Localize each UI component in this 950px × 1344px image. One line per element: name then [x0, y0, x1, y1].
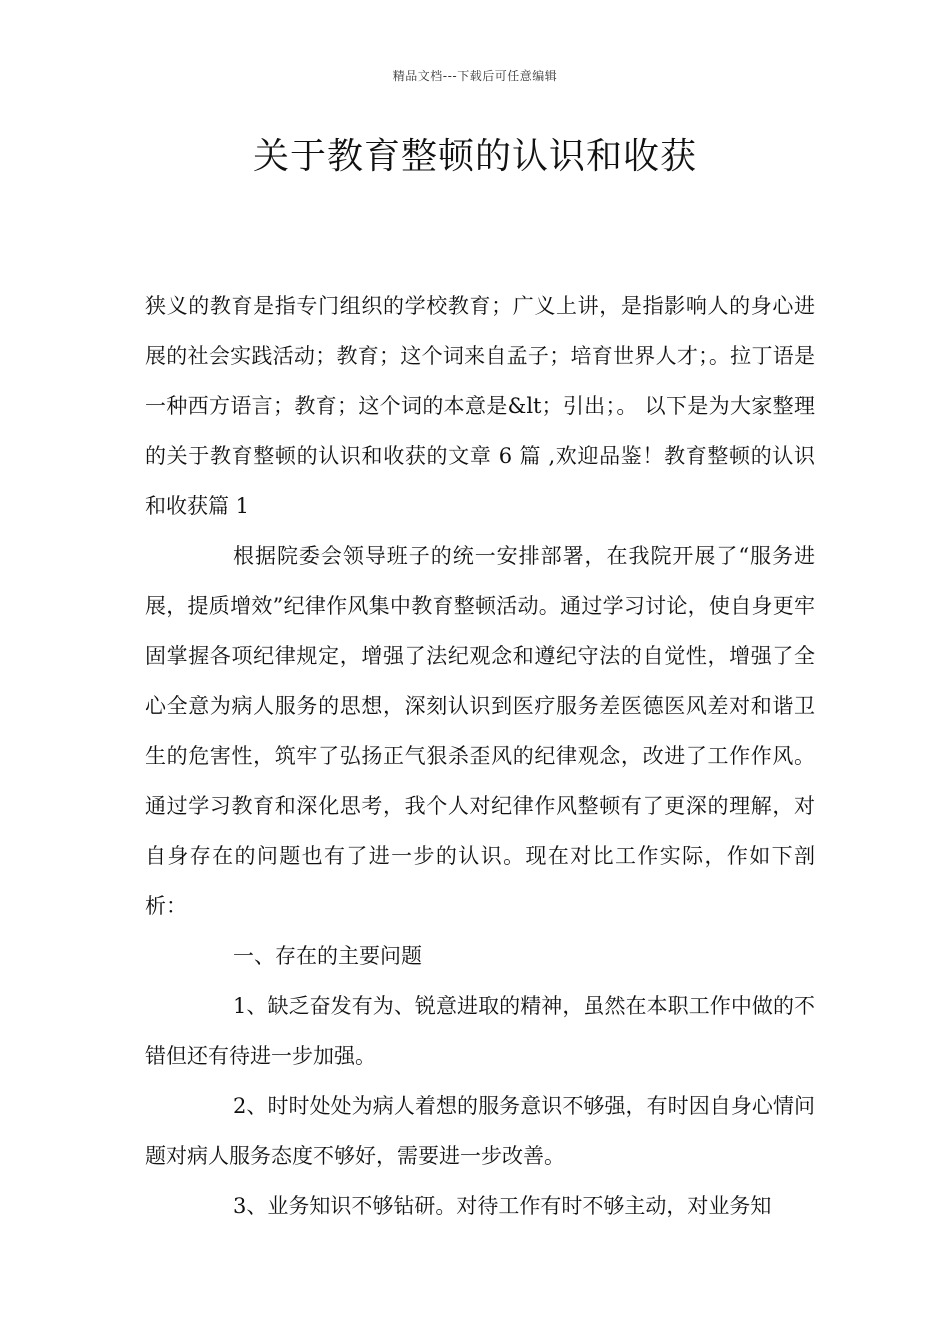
- body-paragraph: 根据院委会领导班子的统一安排部署，在我院开展了“服务进展，提质增效”纪律作风集中教育整顿活动。通过学习讨论，使自身更牢固掌握各项纪律规定，增强了法纪观念和遵纪守法的自觉性，增强了全心全意为病人服务的思想，深刻认识到医疗服务差医德医风差对和谐卫生的危害性，筑牢了弘扬正气狠杀歪风的纪律观念，改进了工作作风。通过学习教育和深化思考，我个人对纪律作风整顿有了更深的理解，对自身存在的问题也有了进一步的认识。现在对比工作实际，作如下剖析：: [145, 544, 815, 918]
- list-item: 1、缺乏奋发有为、锐意进取的精神，虽然在本职工作中做的不错但还有待进一步加强。: [145, 994, 815, 1068]
- document-body: [145, 281, 815, 1231]
- list-item: 3、业务知识不够钻研。对待工作有时不够主动，对业务知: [233, 1194, 772, 1218]
- list-item: 2、时时处处为病人着想的服务意识不够强，有时因自身心情问题对病人服务态度不够好，需要进一步改善。: [145, 1094, 815, 1168]
- document-title: 关于教育整顿的认识和收获: [252, 136, 697, 177]
- document-header-note: 精品文档---下载后可任意编辑: [392, 69, 558, 83]
- intro-paragraph: 狭义的教育是指专门组织的学校教育；广义上讲，是指影响人的身心进展的社会实践活动；教育；这个词来自孟子；培育世界人才；。拉丁语是一种西方语言；教育；这个词的本意是&lt；引出；。 以下是为大家整理的关于教育整顿的认识和收获的文章 6 篇 ,欢迎品鉴！教育整顿的认识和收获篇 1: [145, 294, 815, 518]
- section-heading: 一、存在的主要问题: [233, 944, 422, 968]
